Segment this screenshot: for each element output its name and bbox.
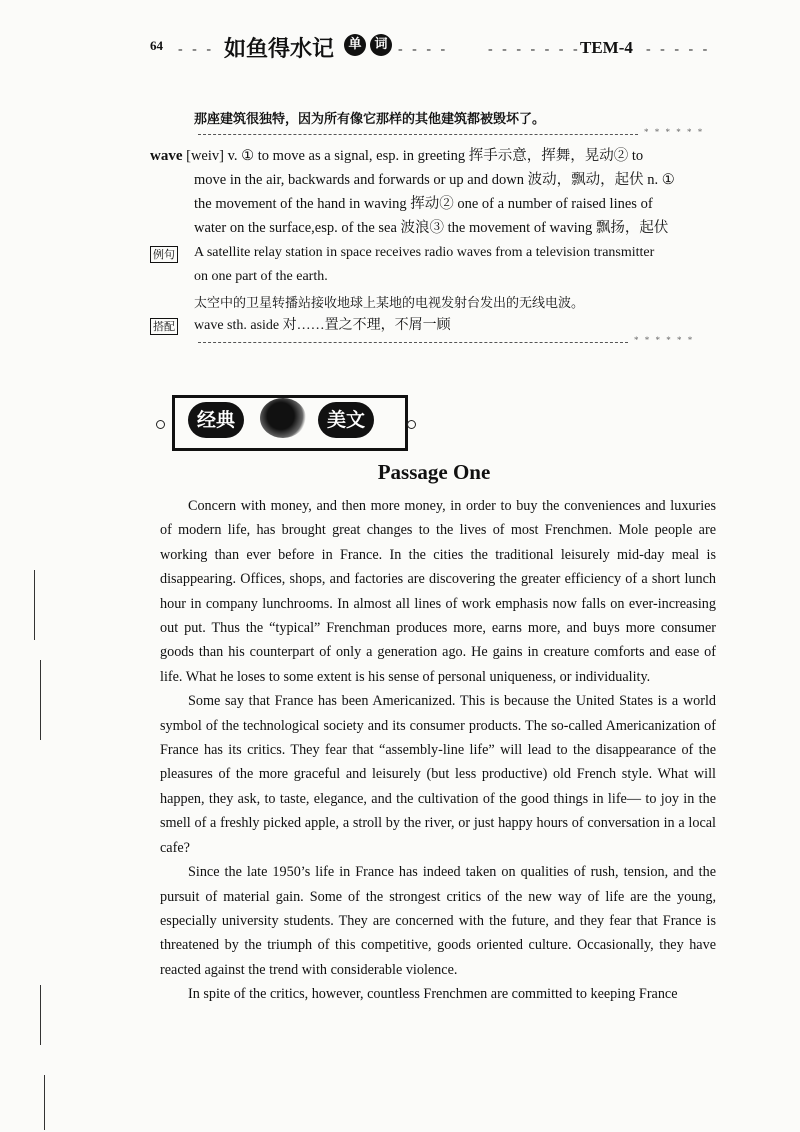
divider-stars: * * * * * *: [644, 127, 705, 137]
collocation: wave sth. aside 对……置之不理，不屑一顾: [194, 318, 451, 333]
margin-line: [40, 985, 41, 1045]
page-number: 64: [150, 38, 163, 53]
paragraph: Some say that France has been Americanized. This is because the United States is a world symbol of the technological society and its consumer products. The so-called Americanization of France has its critics. They fear that “assembly-line life” will lead to the disappearance of the pleasures of the more graceful and leisurely (but less productive) old French style. What will happen, they ask, to taste, elegance, and the cultivation of the good things in life— to joy in the smell of a freshly picked apple, a stroll by the river, or just happy hours of conversation in a local cafe?: [160, 693, 716, 856]
passage-body: [160, 494, 716, 1007]
prev-translation: 那座建筑很独特，因为所有像它那样的其他建筑都被毁坏了。: [194, 112, 546, 127]
entry-headword-line: [150, 144, 643, 169]
example-cn: 太空中的卫星转播站接收地球上某地的电视发射台发出的无线电波。: [194, 296, 585, 311]
banner-essay: 美文: [318, 402, 374, 438]
header-dash: - - - - - - -: [488, 42, 581, 57]
definition-line-3: the movement of the hand in waving 挥动② one of a number of raised lines of: [194, 196, 653, 212]
margin-line: [44, 1075, 45, 1130]
exam-label: TEM-4: [580, 38, 633, 57]
badge-word: 单: [344, 34, 366, 56]
headword: wave: [150, 148, 183, 164]
definition-line-1: v. ① to move as a signal, esp. in greeting 挥手示意，挥舞，晃动② to: [227, 148, 644, 164]
paragraph: Concern with money, and then more money, in order to buy the conveniences and luxuries of modern life, has brought great changes to the lives of most Frenchmen. Mole people are working than ever before in France. In the cities the traditional leisurely mid-day meal is disappearing. Offices, shops, and factories are discovering the greater efficiency of a short lunch hour in company lunchrooms. In almost all lines of work emphasis now falls on ever-increasing out put. Thus the “typical” Frenchman produces more, earns more, and buys more consumer goods than his counterpart of only a generation ago. He gains in creature comforts and ease of life. What he loses to some extent is his sense of personal uniqueness, or individuality.: [160, 498, 716, 685]
badge-vocab: 词: [370, 34, 392, 56]
header-dash: - - - -: [398, 42, 449, 57]
paragraph: In spite of the critics, however, countless Frenchmen are committed to keeping France: [188, 986, 678, 1003]
margin-line: [40, 660, 41, 740]
paragraph: Since the late 1950’s life in France has indeed taken on qualities of rush, tension, and the pursuit of material gain. Some of the strongest critics of the new way of life are the young, especially university students. They are concerned with the future, and they fear that France is threatened by the triumph of this competitive, goods oriented culture. Occasionally, they have reacted against the trend with considerable violence.: [160, 864, 716, 978]
example-en-2: on one part of the earth.: [194, 269, 328, 284]
passage-title: Passage One: [377, 460, 491, 484]
margin-line: [34, 570, 35, 640]
collocation-tag: 搭配: [150, 318, 178, 335]
phonetic: [weiv]: [186, 148, 224, 164]
header-dash: - - -: [178, 42, 214, 57]
banner-classic: 经典: [188, 402, 244, 438]
definition-line-4: water on the surface,esp. of the sea 波浪③ the movement of waving 飘扬，起伏: [194, 220, 669, 236]
divider: [198, 342, 628, 343]
ring-ornament: [156, 420, 165, 429]
book-title: 如鱼得水记: [224, 37, 335, 62]
header-dash: - - - - -: [646, 42, 711, 57]
example-en-1: A satellite relay station in space receives radio waves from a television transmitter: [194, 245, 655, 260]
divider-stars: * * * * * *: [634, 335, 695, 345]
example-tag: 例句: [150, 246, 178, 263]
ink-blot-icon: [260, 398, 306, 438]
ring-ornament: [407, 420, 416, 429]
definition-line-2: move in the air, backwards and forwards or up and down 波动，飘动，起伏 n. ①: [194, 172, 675, 188]
divider: [198, 134, 638, 135]
